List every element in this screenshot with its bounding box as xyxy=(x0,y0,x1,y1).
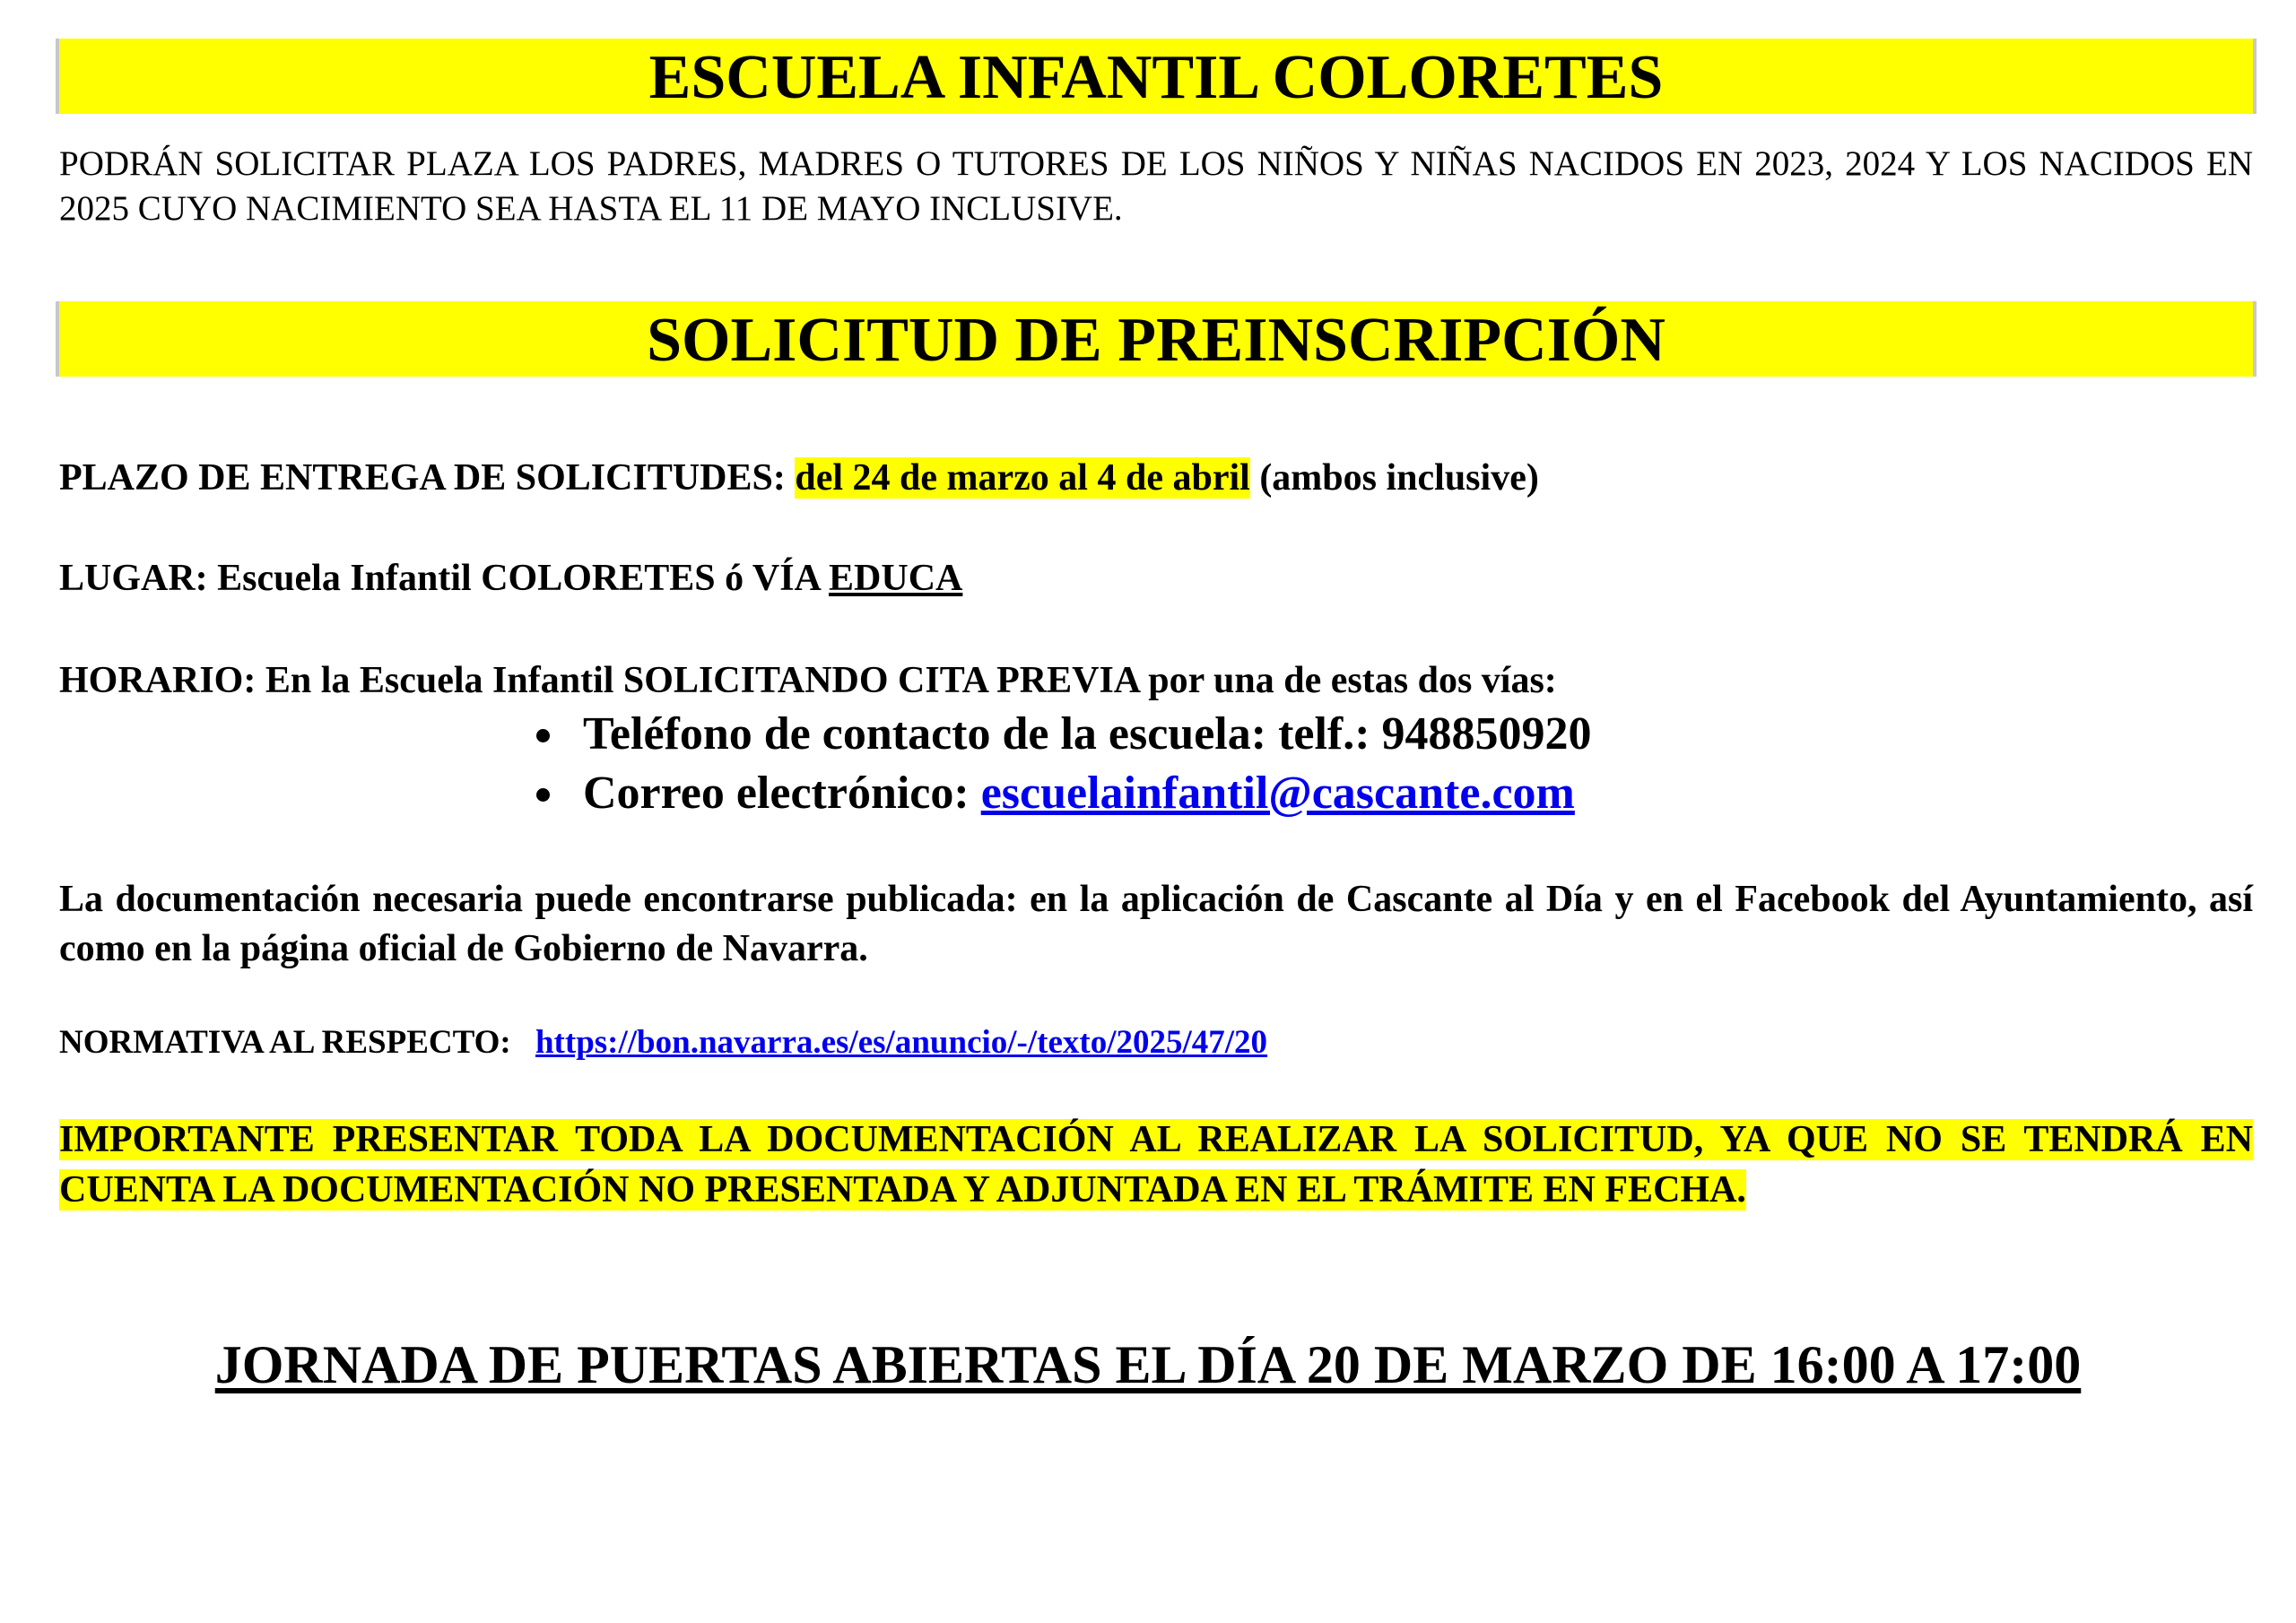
documentation-paragraph: La documentación necesaria puede encontrarse publicada: en la aplicación de Cascante al Día y en el Facebook del Ayuntamiento, así como en la página oficial de Gobierno de Navarra. xyxy=(59,879,2253,969)
bullet-icon xyxy=(536,729,550,742)
school-title: ESCUELA INFANTIL COLORETES xyxy=(648,43,1664,112)
preinscription-banner xyxy=(56,301,2257,377)
normativa-link[interactable]: https://bon.navarra.es/es/anuncio/-/texto/2025/47/20 xyxy=(535,1024,1268,1061)
normativa-label: NORMATIVA AL RESPECTO: xyxy=(59,1024,511,1061)
educa-link[interactable]: EDUCA xyxy=(829,558,963,599)
school-title-banner xyxy=(56,39,2257,114)
normativa-line xyxy=(59,1020,1267,1065)
contact-phone: Teléfono de contacto de la escuela: telf.: 948850920 xyxy=(583,708,1592,759)
deadline-label: PLAZO DE ENTREGA DE SOLICITUDES: xyxy=(59,457,786,499)
open-day-text: JORNADA DE PUERTAS ABIERTAS EL DÍA 20 DE MARZO DE 16:00 A 17:00 xyxy=(214,1335,2082,1394)
location-line xyxy=(59,556,962,601)
schedule-line: HORARIO: En la Escuela Infantil SOLICITANDO CITA PREVIA por una de estas dos vías: xyxy=(59,660,1557,701)
open-day-line xyxy=(0,1332,2296,1397)
eligibility-paragraph: PODRÁN SOLICITAR PLAZA LOS PADRES, MADRES O TUTORES DE LOS NIÑOS Y NIÑAS NACIDOS EN 2023, 2024 Y LOS NACIDOS EN 2025 CUYO NACIMIENTO SEA HASTA EL 11 DE MAYO INCLUSIVE. xyxy=(59,144,2253,228)
bullet-icon xyxy=(536,788,550,802)
deadline-line xyxy=(59,456,1539,500)
contact-email-link[interactable]: escuelainfantil@cascante.com xyxy=(980,768,1575,819)
contact-phone-item xyxy=(529,705,1592,764)
deadline-dates: del 24 de marzo al 4 de abril xyxy=(795,457,1250,499)
important-notice xyxy=(59,1115,2253,1215)
contact-list xyxy=(529,705,1592,823)
location-label: LUGAR: Escuela Infantil COLORETES ó VÍA xyxy=(59,558,820,599)
contact-email-label: Correo electrónico: xyxy=(583,768,970,819)
deadline-note: (ambos inclusive) xyxy=(1259,457,1539,499)
important-text: IMPORTANTE PRESENTAR TODA LA DOCUMENTACIÓN AL REALIZAR LA SOLICITUD, YA QUE NO SE TENDRÁ EN CUENTA LA DOCUMENTACIÓN NO PRESENTADA Y ADJUNTADA EN EL TRÁMITE EN FECHA. xyxy=(59,1119,2253,1211)
preinscription-title: SOLICITUD DE PREINSCRIPCIÓN xyxy=(647,306,1665,375)
contact-email-item xyxy=(529,764,1592,823)
